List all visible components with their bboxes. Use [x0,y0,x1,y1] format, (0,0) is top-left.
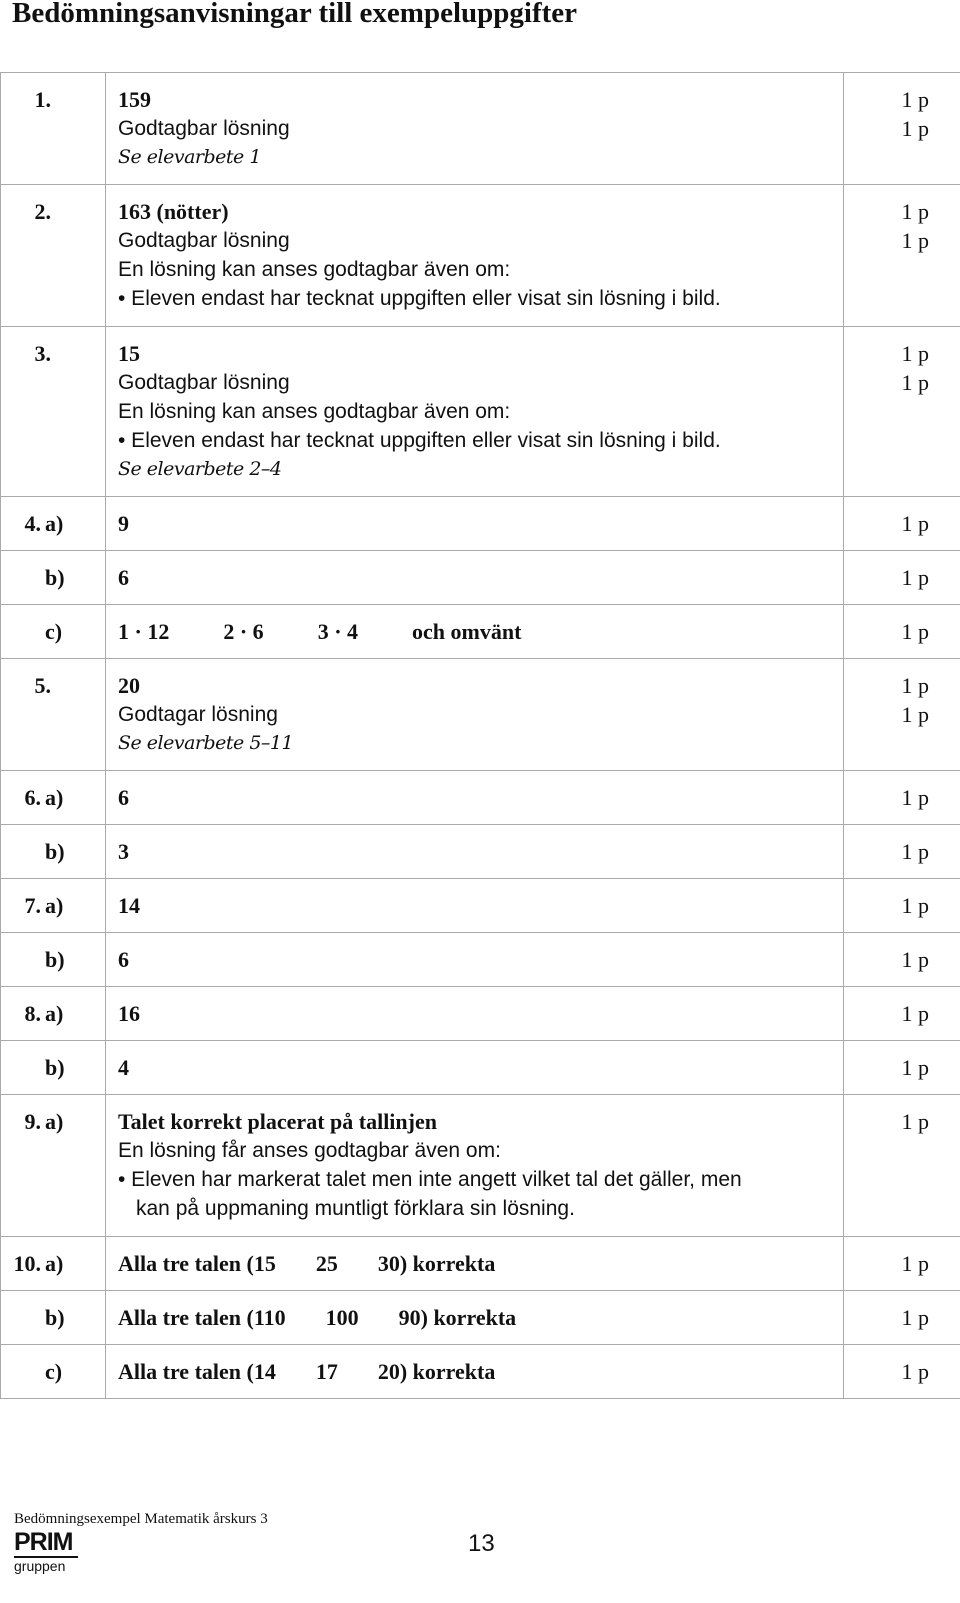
points-value: 1 p [901,370,929,395]
question-number: 3. [34,341,51,366]
criteria-text: Godtagar lösning [118,703,278,726]
reference-text: Se elevarbete 5–11 [118,732,294,754]
points-value: 1 p [901,199,929,224]
question-number-cell [1,879,106,933]
sub-question-label: b) [45,839,65,864]
question-number-cell [1,185,106,327]
question-number-cell [1,1345,106,1399]
points-value: 1 p [901,1251,929,1276]
page-title: Bedömningsanvisningar till exempeluppgifter [12,0,578,29]
sub-question-label: a) [45,511,64,536]
table-row [1,879,960,933]
points-value: 1 p [901,1305,929,1330]
answer-text: 4 [118,1055,129,1080]
criteria-cell [106,825,844,879]
answer-text: 6 [118,565,129,590]
points-value: 1 p [901,839,929,864]
criteria-bullet: • Eleven endast har tecknat uppgiften eller visat sin lösning i bild. [118,287,721,310]
question-number-cell [1,605,106,659]
answer-text: 163 (nötter) [118,199,229,224]
criteria-text: Godtagbar lösning [118,117,290,140]
question-number: 9. [24,1109,41,1134]
answer-text [106,617,843,646]
points-cell [844,185,960,327]
answer-text: 14 [118,893,140,918]
points-value: 1 p [901,87,929,112]
question-number-cell [1,933,106,987]
points-cell [844,1041,960,1095]
points-cell [844,327,960,497]
question-number: 1. [34,87,51,112]
logo-main-text: PRIM [14,1528,73,1556]
logo-sub-text: gruppen [14,1558,66,1574]
answer-part: 1 · 12 [118,619,170,644]
table-row [1,551,960,605]
table-row [1,185,960,327]
table-row [1,1041,960,1095]
criteria-cell [106,987,844,1041]
points-cell [844,879,960,933]
answer-part: 3 · 4 [317,619,359,644]
points-value: 1 p [901,1001,929,1026]
points-value: 1 p [901,785,929,810]
answer-text [106,1303,843,1332]
points-cell [844,987,960,1041]
points-value: 1 p [901,1109,929,1134]
sub-question-label: b) [45,565,65,590]
table-row [1,605,960,659]
points-cell [844,659,960,771]
points-value: 1 p [901,673,929,698]
table-row [1,1345,960,1399]
points-cell [844,73,960,185]
answer-part: 30) korrekta [377,1251,496,1276]
points-cell [844,1345,960,1399]
points-value: 1 p [901,565,929,590]
table-row [1,933,960,987]
answer-part: Alla tre talen (110 [118,1305,286,1330]
criteria-text: En lösning kan anses godtagbar även om: [118,258,511,281]
question-number-cell [1,771,106,825]
answer-part: 2 · 6 [223,619,264,644]
answer-text: 3 [118,839,129,864]
table-row [1,1095,960,1237]
question-number: 10. [13,1251,41,1276]
answer-part: Alla tre talen (15 [118,1251,276,1276]
question-number: 5. [34,673,51,698]
criteria-cell [106,1345,844,1399]
sub-question-label: a) [45,785,64,810]
answer-text: 20 [118,673,140,698]
answer-text: 6 [118,947,129,972]
question-number-cell [1,1237,106,1291]
question-number-cell [1,987,106,1041]
criteria-text: En lösning kan anses godtagbar även om: [118,400,511,423]
points-value: 1 p [901,702,929,727]
answer-text [106,1357,843,1386]
answer-text: Talet korrekt placerat på tallinjen [118,1109,437,1134]
question-number-cell [1,659,106,771]
sub-question-label: a) [45,893,64,918]
criteria-text: Godtagbar lösning [118,371,290,394]
question-number-cell [1,497,106,551]
criteria-cell [106,497,844,551]
prim-gruppen-logo [14,1530,78,1573]
criteria-cell [106,605,844,659]
reference-text: Se elevarbete 1 [118,146,261,168]
sub-question-label: c) [45,619,63,644]
points-cell [844,1095,960,1237]
points-value: 1 p [901,619,929,644]
question-number: 8. [24,1001,41,1026]
answer-part: 17 [315,1359,338,1384]
question-number-cell [1,1041,106,1095]
points-cell [844,1291,960,1345]
table-row [1,987,960,1041]
table-row [1,1291,960,1345]
points-value: 1 p [901,116,929,141]
sub-question-label: b) [45,1055,65,1080]
page-number: 13 [468,1530,495,1557]
points-cell [844,497,960,551]
question-number: 6. [24,785,41,810]
criteria-cell [106,73,844,185]
criteria-cell [106,1041,844,1095]
points-value: 1 p [901,228,929,253]
answer-part: 25 [315,1251,338,1276]
sub-question-label: b) [45,1305,65,1330]
table-row [1,327,960,497]
question-number: 7. [24,893,41,918]
criteria-cell [106,1291,844,1345]
table-row [1,497,960,551]
question-number-cell [1,825,106,879]
table-row [1,73,960,185]
criteria-cell [106,327,844,497]
table-row [1,771,960,825]
answer-text: 16 [118,1001,140,1026]
answer-text: 159 [118,87,151,112]
criteria-text: En lösning får anses godtagbar även om: [118,1139,501,1162]
criteria-cell [106,1237,844,1291]
points-cell [844,1237,960,1291]
sub-question-label: c) [45,1359,63,1384]
answer-part: 100 [325,1305,359,1330]
points-cell [844,771,960,825]
criteria-bullet: • Eleven endast har tecknat uppgiften eller visat sin lösning i bild. [118,429,721,452]
points-cell [844,933,960,987]
table-row [1,825,960,879]
answer-part: 20) korrekta [377,1359,496,1384]
criteria-cell [106,1095,844,1237]
criteria-bullet: • Eleven har markerat talet men inte angett vilket tal det gäller, men kan på uppmaning muntligt förklara sin lösning. [118,1168,742,1220]
points-cell [844,605,960,659]
question-number-cell [1,73,106,185]
points-value: 1 p [901,1359,929,1384]
answer-text: 9 [118,511,129,536]
answer-part: 90) korrekta [398,1305,517,1330]
grading-table [0,72,960,1399]
criteria-cell [106,879,844,933]
criteria-cell [106,551,844,605]
criteria-cell [106,933,844,987]
points-value: 1 p [901,893,929,918]
points-cell [844,825,960,879]
question-number: 2. [34,199,51,224]
points-value: 1 p [901,341,929,366]
criteria-cell [106,771,844,825]
question-number-cell [1,551,106,605]
answer-part: och omvänt [412,619,522,644]
points-value: 1 p [901,947,929,972]
points-value: 1 p [901,511,929,536]
points-value: 1 p [901,1055,929,1080]
question-number-cell [1,1291,106,1345]
answer-text: 6 [118,785,129,810]
table-row [1,1237,960,1291]
sub-question-label: a) [45,1251,64,1276]
points-cell [844,551,960,605]
sub-question-label: a) [45,1001,64,1026]
sub-question-label: b) [45,947,65,972]
answer-text [106,1249,843,1278]
criteria-cell [106,659,844,771]
table-row [1,659,960,771]
question-number: 4. [24,511,41,536]
criteria-cell [106,185,844,327]
sub-question-label: a) [45,1109,64,1134]
answer-text: 15 [118,341,140,366]
footer-text: Bedömningsexempel Matematik årskurs 3 [14,1511,268,1527]
question-number-cell [1,327,106,497]
reference-text: Se elevarbete 2–4 [118,458,282,480]
question-number-cell [1,1095,106,1237]
criteria-text: Godtagbar lösning [118,229,290,252]
answer-part: Alla tre talen (14 [118,1359,276,1384]
